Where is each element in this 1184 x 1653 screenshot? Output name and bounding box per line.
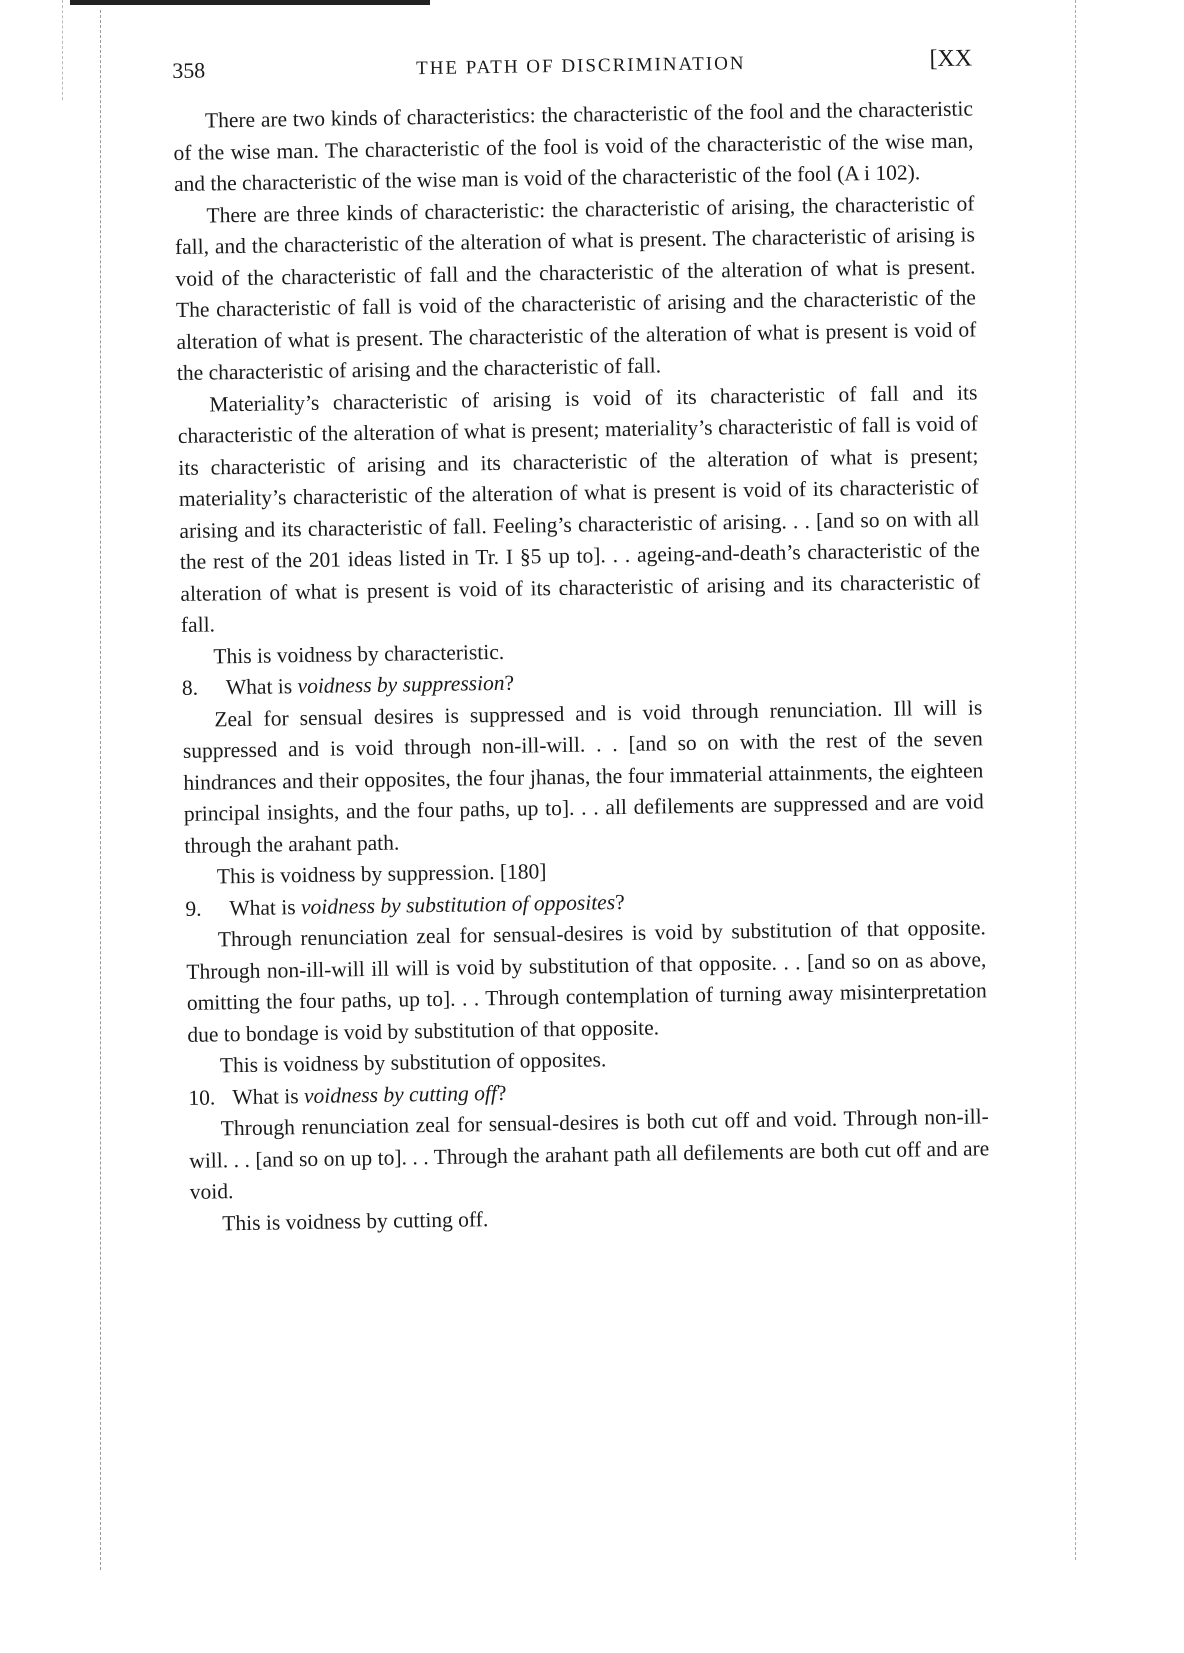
question-prefix: What is <box>229 894 302 920</box>
scan-edge-top <box>70 0 430 5</box>
section-number: 10. <box>188 1084 216 1110</box>
page-number: 358 <box>172 57 206 83</box>
paragraph: Materiality’s characteristic of arising is void of its characteristic of fall and its characteristic of the alteration of what is present; materiality’s characteristic of fall is void of its characteristic of arising and its characteristic of the alteration of what is present; materiality’s characteristic of the alteration of what is present is void of its characteristic of arising and its characteristic of fall. Feeling’s characteristic of arising. . . [and so on with all the rest of the 201 ideas listed in Tr. I §5 up to]. . . ageing-and-death’s characteristic of the alteration of what is present is void of its characteristic of arising and its characteristic of fall. <box>177 379 981 637</box>
question-prefix: What is <box>225 674 298 700</box>
running-title: THE PATH OF DISCRIMINATION <box>415 52 746 80</box>
paragraph: There are three kinds of characteristic: the characteristic of arising, the characteristic of fall, and the characteristic of the alteration of what is present. The characteristic of arising is void of the characteristic of fall and the characteristic of the alteration of what is present. The characteristic of fall is void of the characteristic of arising and the characteristic of the alteration of what is present. The characteristic of the alteration of what is present is void of the characteristic of arising and the characteristic of fall. <box>174 190 977 385</box>
section-number: 9. <box>185 896 202 921</box>
section-conclusion: This is voidness by cutting off. <box>222 1206 489 1235</box>
paragraph: There are two kinds of characteristics: the characteristic of the fool and the characteristic of the wise man. The characteristic of the fool is void of the characteristic of the wise man, and the characteristic of the wise man is void of the characteristic of the fool (A i 102). <box>173 96 974 196</box>
question-suffix: ? <box>496 1080 507 1105</box>
section-body: Zeal for sensual desires is suppressed and is void through renunciation. Ill will is suppressed and is void through non-ill-will. . . [and so on with the rest of the seven hindrances and their opposites, the four jhanas, the four immaterial attainments, the eighteen principal insights, and the four paths, up to]. . . all defilements are suppressed and are void through the arahant path. <box>182 694 984 858</box>
question-suffix: ? <box>614 889 625 914</box>
section-mark: [XX <box>929 45 973 73</box>
section-conclusion: This is voidness by substitution of opposites. <box>219 1047 607 1078</box>
section-number: 8. <box>181 675 199 700</box>
question-term: voidness by substitution of opposites <box>300 889 616 919</box>
section-conclusion: This is voidness by suppression. [180] <box>216 859 547 889</box>
scan-edge-left-outer <box>62 0 64 100</box>
conclusion-line: This is voidness by characteristic. <box>213 639 505 668</box>
question-term: voidness by cutting off <box>303 1080 498 1108</box>
scan-edge-right <box>1075 0 1077 1560</box>
question-term: voidness by suppression <box>297 670 505 699</box>
section-body: Through renunciation zeal for sensual-desires is both cut off and void. Through non-ill-will. . . [and so on up to]. . . Through the arahant path all defilements are both cut off and are void. <box>189 1104 990 1204</box>
scan-edge-left <box>100 10 102 1570</box>
question-prefix: What is <box>232 1083 305 1109</box>
section-body: Through renunciation zeal for sensual-desires is void by substitution of that opposite. Through non-ill-will ill will is void by substitution of that opposite. . . [and so on as above, omitting the four paths, up to]. . . Through contemplation of turning away misinterpretation due to bondage is void by substitution of that opposite. <box>186 915 987 1047</box>
question-suffix: ? <box>504 670 515 695</box>
book-page <box>172 45 990 1239</box>
